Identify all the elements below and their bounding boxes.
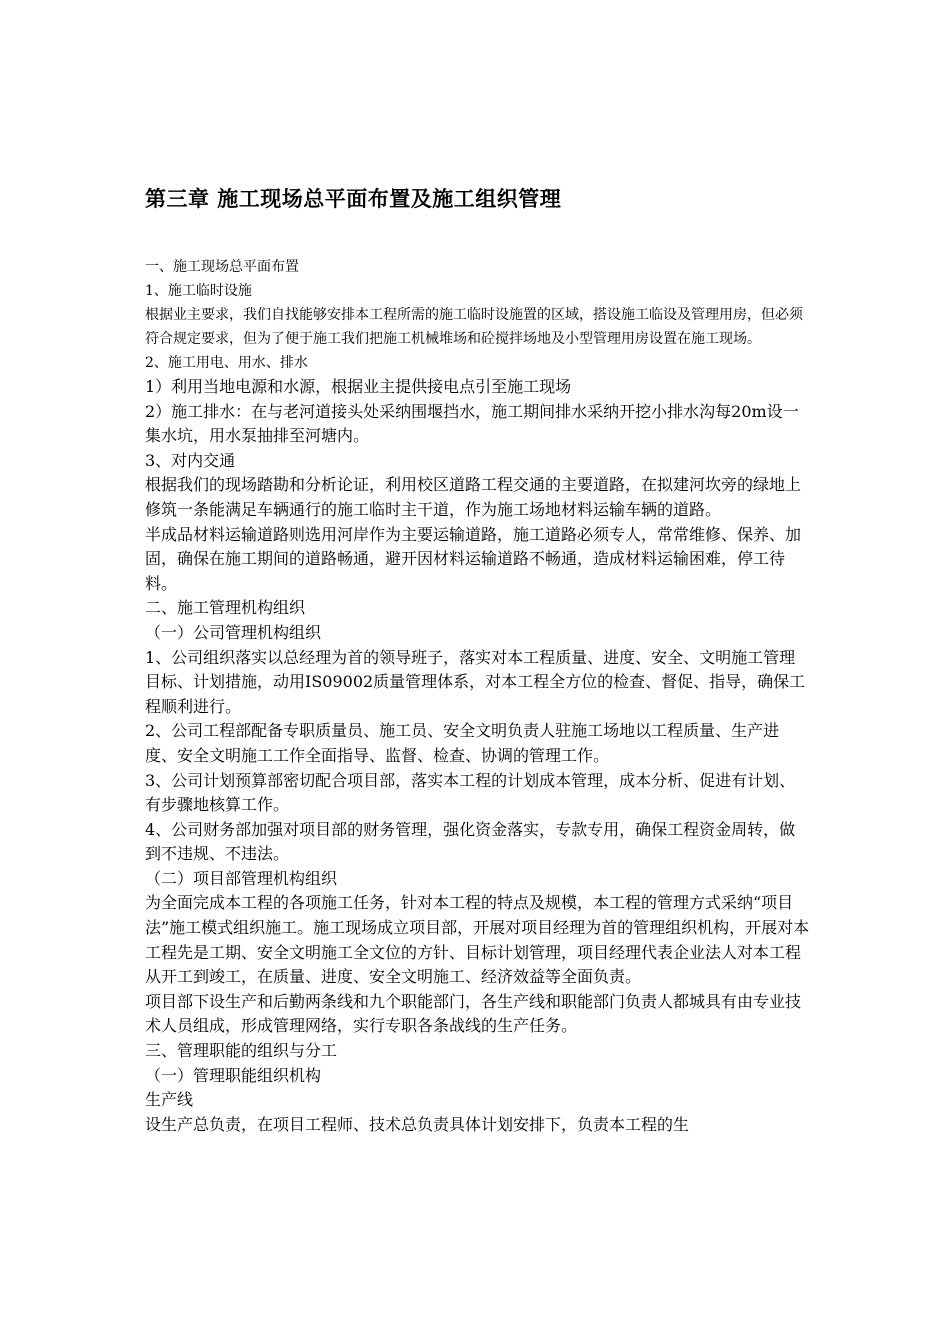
body-paragraph: 项目部下设生产和后勤两条线和九个职能部门，各生产线和职能部门负责人都城具有由专业技术人员组成，形成管理网络，实行专职各条战线的生产任务。 [145,991,802,1036]
subsection-heading: 3、对内交通 [145,450,236,470]
chapter-title: 第三章 施工现场总平面布置及施工组织管理 [145,187,562,211]
body-paragraph: 根据业主要求，我们自找能够安排本工程所需的施工临时设施置的区域，搭设施工临设及管理用房，但必须符合规定要求，但为了便于施工我们把施工机械堆场和砼搅拌场地及小型管理用房设置在施工现场。 [145,307,803,347]
body-paragraph: 为全面完成本工程的各项施工任务，针对本工程的特点及规模，本工程的管理方式采纳“项目法”施工模式组织施工。施工现场成立项目部，开展对项目经理为首的管理组织机构，开展对本工程先是工期、安全文明施工全文位的方针、目标计划管理，项目经理代表企业法人对本工程从开工到竣工，在质量、进度、安全文明施工、经济效益等全面负责。 [145,893,810,987]
subsection-heading: 2、施工用电、用水、排水 [145,355,308,371]
section-heading-2: 二、施工管理机构组织 [145,598,306,618]
section-heading-1: 一、施工现场总平面布置 [145,259,299,275]
subsection-heading: （二）项目部管理机构组织 [145,868,338,888]
body-paragraph: 4、公司财务部加强对项目部的财务管理，强化资金落实，专款专用，确保工程资金周转，做到不违规、不违法。 [145,819,796,864]
body-paragraph: 1）利用当地电源和水源，根据业主提供接电点引至施工现场 [145,377,572,396]
document-body [145,185,811,1137]
body-paragraph: 2）施工排水：在与老河道接头处采纳围堰挡水，施工期间排水采纳开挖小排水沟每20m设一集水坑，用水泵抽排至河塘内。 [145,401,799,446]
body-paragraph: 根据我们的现场踏勘和分析论证，利用校区道路工程交通的主要道路，在拟建河坎旁的绿地上修筑一条能满足车辆通行的施工临时主干道，作为施工场地材料运输车辆的道路。 [145,475,802,519]
body-paragraph: 2、公司工程部配备专职质量员、施工员、安全文明负责人驻施工场地以工程质量、生产进度、安全文明施工工作全面指导、监督、检查、协调的管理工作。 [145,721,780,765]
body-paragraph: 3、公司计划预算部密切配合项目部，落实本工程的计划成本管理，成本分析、促进有计划、有步骤地核算工作。 [145,770,796,815]
subsection-heading: （一）公司管理机构组织 [145,622,322,642]
subsection-heading: 1、施工临时设施 [145,283,252,299]
body-paragraph: 半成品材料运输道路则选用河岸作为主要运输道路，施工道路必须专人，常常维修、保养、加固，确保在施工期间的道路畅通，避开因材料运输道路不畅通，造成材料运输困难，停工待料。 [145,524,802,593]
body-paragraph: 设生产总负责，在项目工程师、技术总负责具体计划安排下，负责本工程的生 [145,1114,690,1134]
subsection-heading: （一）管理职能组织机构 [145,1065,322,1085]
section-heading-3: 三、管理职能的组织与分工 [145,1041,338,1061]
body-paragraph: 1、公司组织落实以总经理为首的领导班子，落实对本工程质量、进度、安全、文明施工管理目标、计划措施，动用IS09002质量管理体系，对本工程全方位的检查、督促、指导，确保工程顺利进行。 [145,647,806,716]
subsection-heading: 生产线 [145,1090,194,1110]
